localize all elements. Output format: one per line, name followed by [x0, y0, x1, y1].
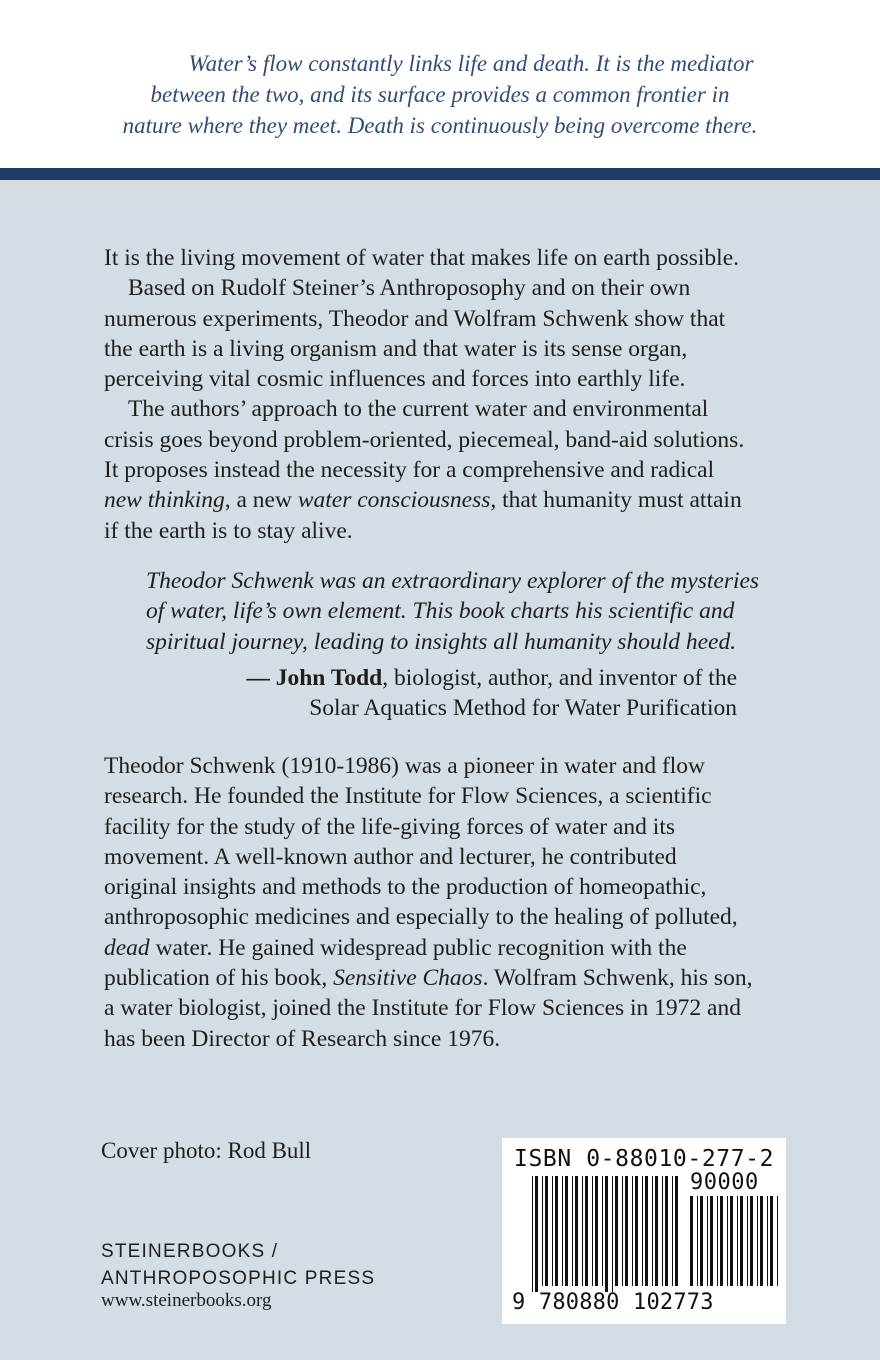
bio-line: movement. A well-known author and lecturer, he contributed: [104, 843, 677, 870]
emphasis-dead: dead: [104, 934, 150, 961]
epigraph-line: between the two, and its surface provides a common frontier in: [150, 82, 730, 107]
intro-line: [104, 485, 744, 515]
intro-line: if the earth is to stay alive.: [104, 517, 353, 544]
bio-line-segment: . Wolfram Schwenk, his son,: [482, 965, 753, 992]
ean-barcode-icon: [532, 1176, 682, 1292]
intro-line: crisis goes beyond problem-oriented, piecemeal, band-aid solutions.: [104, 426, 745, 453]
bio-line: [104, 963, 752, 993]
epigraph-line: nature where they meet. Death is continuously being overcome there.: [122, 113, 758, 138]
publisher-line: STEINERBOOKS /: [101, 1241, 279, 1262]
intro-line-segment: , that humanity must attain: [490, 487, 742, 514]
bio-line: original insights and methods to the production of homeopathic,: [104, 874, 707, 901]
endorser-name: John Todd: [275, 665, 383, 691]
intro-text: [104, 243, 744, 546]
book-title-sensitive-chaos: Sensitive Chaos: [333, 965, 483, 992]
attribution-dash: —: [246, 665, 276, 691]
endorsement-attribution: [0, 663, 737, 724]
cover-photo-credit: Cover photo: Rod Bull: [101, 1138, 312, 1163]
emphasis-water-consciousness: water consciousness: [297, 487, 491, 514]
endorsement-line: of water, life’s own element. This book charts his scientific and: [146, 598, 735, 625]
bio-line: a water biologist, joined the Institute for Flow Sciences in 1972 and: [104, 995, 741, 1022]
attribution-line: Solar Aquatics Method for Water Purification: [309, 695, 737, 722]
epigraph-quote: [0, 48, 880, 141]
bio-line: Theodor Schwenk (1910-1986) was a pioneer in water and flow: [104, 753, 706, 779]
publisher-line: ANTHROPOSOPHIC PRESS: [101, 1268, 376, 1289]
intro-line: the earth is a living organism and that water is its sense organ,: [104, 335, 688, 362]
price-addon-code: 90000: [690, 1170, 759, 1195]
author-bio: [104, 751, 752, 1054]
bio-line: facility for the study of the life-giving forces of water and its: [104, 813, 675, 840]
emphasis-new-thinking: new thinking: [104, 487, 225, 514]
divider-bar: [0, 168, 880, 180]
addon-barcode-icon: [690, 1196, 778, 1292]
isbn-number: ISBN 0-88010-277-2: [514, 1146, 775, 1172]
intro-line: perceiving vital cosmic influences and forces into earthly life.: [104, 366, 686, 393]
endorsement-line: spiritual journey, leading to insights all humanity should heed.: [146, 628, 737, 655]
intro-line: Based on Rudolf Steiner’s Anthroposophy and on their own: [128, 275, 691, 302]
intro-line: numerous experiments, Theodor and Wolfram Schwenk show that: [104, 305, 726, 332]
intro-line: It proposes instead the necessity for a comprehensive and radical: [104, 457, 715, 484]
endorsement-line: Theodor Schwenk was an extraordinary explorer of the mysteries: [146, 568, 760, 594]
bio-line: research. He founded the Institute for Flow Sciences, a scientific: [104, 783, 712, 810]
intro-line-segment: , a new: [224, 487, 298, 514]
endorser-role: , biologist, author, and inventor of the: [382, 665, 737, 691]
bio-line-segment: water. He gained widespread public recognition with the: [149, 934, 687, 961]
bio-line-segment: publication of his book,: [104, 965, 334, 992]
bio-line: [104, 933, 752, 963]
intro-line: It is the living movement of water that makes life on earth possible.: [104, 245, 739, 271]
bio-line: has been Director of Research since 1976.: [104, 1025, 501, 1052]
intro-line: The authors’ approach to the current water and environmental: [128, 396, 709, 423]
publisher-website: www.steinerbooks.org: [101, 1290, 272, 1311]
barcode-panel: [502, 1138, 786, 1324]
ean-number: 9 780880 102773: [512, 1290, 714, 1315]
bio-line: anthroposophic medicines and especially to the healing of polluted,: [104, 904, 738, 931]
publisher-name: [101, 1238, 375, 1292]
attribution-line: [0, 663, 737, 693]
endorsement-quote: [146, 566, 759, 657]
epigraph-line: Water’s flow constantly links life and death. It is the mediator: [188, 51, 754, 76]
